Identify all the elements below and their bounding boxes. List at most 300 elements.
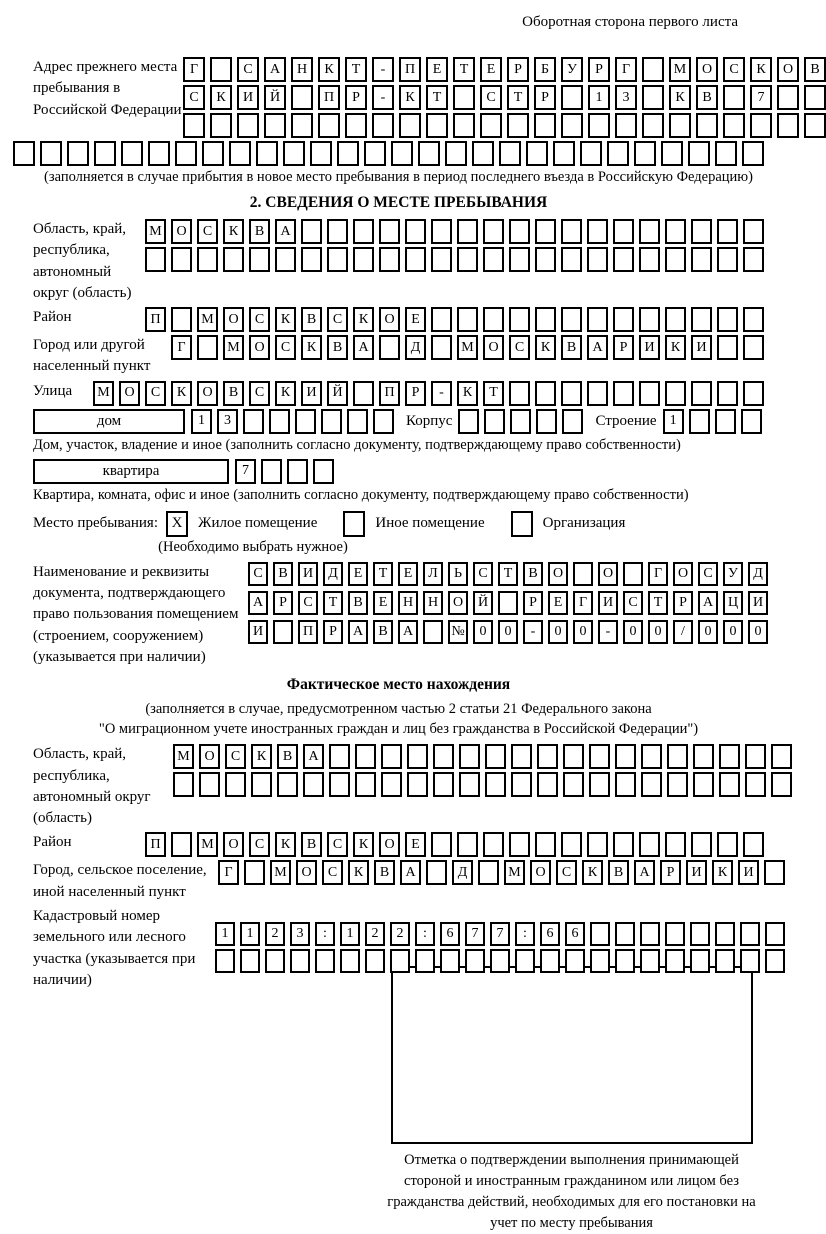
char-cell[interactable] xyxy=(723,113,745,138)
char-cell[interactable] xyxy=(745,744,766,769)
char-cell[interactable]: О xyxy=(223,832,244,857)
char-cell[interactable] xyxy=(689,409,710,434)
char-cell[interactable] xyxy=(405,247,426,272)
char-cell[interactable]: Р xyxy=(523,591,543,615)
char-cell[interactable]: С xyxy=(298,591,318,615)
char-cell[interactable]: Н xyxy=(423,591,443,615)
char-cell[interactable]: В xyxy=(608,860,629,885)
char-cell[interactable] xyxy=(665,219,686,244)
char-cell[interactable] xyxy=(561,307,582,332)
char-cell[interactable]: Р xyxy=(507,57,529,82)
char-cell[interactable]: Й xyxy=(473,591,493,615)
char-cell[interactable] xyxy=(405,219,426,244)
char-cell[interactable] xyxy=(534,113,556,138)
char-cell[interactable] xyxy=(373,409,394,434)
char-cell[interactable]: А xyxy=(634,860,655,885)
char-cell[interactable] xyxy=(273,620,293,644)
char-cell[interactable] xyxy=(490,949,510,973)
char-cell[interactable] xyxy=(740,949,760,973)
char-cell[interactable] xyxy=(171,247,192,272)
char-cell[interactable] xyxy=(415,949,435,973)
char-cell[interactable]: 1 xyxy=(340,922,360,946)
char-cell[interactable] xyxy=(175,141,197,166)
char-cell[interactable] xyxy=(407,772,428,797)
char-cell[interactable] xyxy=(535,247,556,272)
char-cell[interactable] xyxy=(244,860,265,885)
char-cell[interactable]: К xyxy=(223,219,244,244)
char-cell[interactable] xyxy=(329,772,350,797)
char-cell[interactable] xyxy=(215,949,235,973)
char-cell[interactable]: 2 xyxy=(390,922,410,946)
char-cell[interactable] xyxy=(509,247,530,272)
char-cell[interactable]: 7 xyxy=(750,85,772,110)
char-cell[interactable] xyxy=(639,381,660,406)
char-cell[interactable] xyxy=(199,772,220,797)
char-cell[interactable] xyxy=(642,113,664,138)
char-cell[interactable] xyxy=(40,141,62,166)
char-cell[interactable]: К xyxy=(301,335,322,360)
char-cell[interactable]: К xyxy=(171,381,192,406)
char-cell[interactable]: К xyxy=(318,57,340,82)
char-cell[interactable] xyxy=(777,85,799,110)
char-cell[interactable] xyxy=(740,922,760,946)
char-cell[interactable]: К xyxy=(275,307,296,332)
char-cell[interactable] xyxy=(750,113,772,138)
char-cell[interactable]: В xyxy=(301,832,322,857)
char-cell[interactable] xyxy=(243,409,264,434)
char-cell[interactable]: Р xyxy=(534,85,556,110)
char-cell[interactable] xyxy=(287,459,308,484)
char-cell[interactable]: Н xyxy=(398,591,418,615)
char-cell[interactable] xyxy=(483,219,504,244)
char-cell[interactable]: П xyxy=(298,620,318,644)
char-cell[interactable] xyxy=(202,141,224,166)
char-cell[interactable]: В xyxy=(301,307,322,332)
char-cell[interactable] xyxy=(313,459,334,484)
char-cell[interactable] xyxy=(453,85,475,110)
char-cell[interactable] xyxy=(639,247,660,272)
char-cell[interactable] xyxy=(264,113,286,138)
char-cell[interactable]: Т xyxy=(345,57,367,82)
char-cell[interactable] xyxy=(765,922,785,946)
char-cell[interactable] xyxy=(590,922,610,946)
char-cell[interactable]: П xyxy=(145,307,166,332)
char-cell[interactable] xyxy=(777,113,799,138)
char-cell[interactable]: А xyxy=(248,591,268,615)
char-cell[interactable] xyxy=(717,832,738,857)
char-cell[interactable]: А xyxy=(698,591,718,615)
char-cell[interactable]: О xyxy=(777,57,799,82)
char-cell[interactable]: Т xyxy=(498,562,518,586)
char-cell[interactable]: С xyxy=(623,591,643,615)
char-cell[interactable]: - xyxy=(372,57,394,82)
char-cell[interactable]: И xyxy=(686,860,707,885)
char-cell[interactable]: Е xyxy=(405,832,426,857)
char-cell[interactable] xyxy=(365,949,385,973)
char-cell[interactable] xyxy=(613,247,634,272)
char-cell[interactable] xyxy=(641,744,662,769)
char-cell[interactable]: 1 xyxy=(663,409,684,434)
char-cell[interactable] xyxy=(457,247,478,272)
char-cell[interactable]: Н xyxy=(291,57,313,82)
char-cell[interactable] xyxy=(665,307,686,332)
char-cell[interactable]: К xyxy=(712,860,733,885)
char-cell[interactable]: С xyxy=(327,307,348,332)
char-cell[interactable] xyxy=(321,409,342,434)
char-cell[interactable] xyxy=(391,141,413,166)
char-cell[interactable]: Ь xyxy=(448,562,468,586)
char-cell[interactable] xyxy=(693,744,714,769)
char-cell[interactable]: И xyxy=(248,620,268,644)
char-cell[interactable]: О xyxy=(530,860,551,885)
char-cell[interactable]: 1 xyxy=(588,85,610,110)
char-cell[interactable] xyxy=(423,620,443,644)
char-cell[interactable] xyxy=(764,860,785,885)
char-cell[interactable] xyxy=(742,141,764,166)
char-cell[interactable]: В xyxy=(804,57,826,82)
char-cell[interactable]: Р xyxy=(345,85,367,110)
char-cell[interactable]: П xyxy=(399,57,421,82)
char-cell[interactable]: В xyxy=(374,860,395,885)
char-cell[interactable]: О xyxy=(379,307,400,332)
char-cell[interactable] xyxy=(743,307,764,332)
char-cell[interactable] xyxy=(515,949,535,973)
char-cell[interactable]: С xyxy=(183,85,205,110)
char-cell[interactable]: Т xyxy=(373,562,393,586)
char-cell[interactable] xyxy=(269,409,290,434)
char-cell[interactable] xyxy=(589,744,610,769)
char-cell[interactable]: О xyxy=(448,591,468,615)
char-cell[interactable] xyxy=(453,113,475,138)
char-cell[interactable]: И xyxy=(738,860,759,885)
char-cell[interactable]: И xyxy=(298,562,318,586)
char-cell[interactable] xyxy=(173,772,194,797)
char-cell[interactable]: Р xyxy=(673,591,693,615)
char-cell[interactable]: П xyxy=(318,85,340,110)
char-cell[interactable]: Е xyxy=(348,562,368,586)
char-cell[interactable] xyxy=(251,772,272,797)
char-cell[interactable] xyxy=(337,141,359,166)
char-cell[interactable] xyxy=(553,141,575,166)
char-cell[interactable] xyxy=(535,307,556,332)
char-cell[interactable] xyxy=(691,381,712,406)
char-cell[interactable]: Е xyxy=(373,591,393,615)
char-cell[interactable]: 0 xyxy=(548,620,568,644)
char-cell[interactable] xyxy=(693,772,714,797)
char-cell[interactable]: С xyxy=(197,219,218,244)
char-cell[interactable] xyxy=(329,744,350,769)
char-cell[interactable]: К xyxy=(210,85,232,110)
char-cell[interactable]: М xyxy=(173,744,194,769)
char-cell[interactable] xyxy=(445,141,467,166)
char-cell[interactable]: 3 xyxy=(217,409,238,434)
char-cell[interactable]: Т xyxy=(648,591,668,615)
char-cell[interactable]: 0 xyxy=(473,620,493,644)
char-cell[interactable] xyxy=(381,744,402,769)
char-cell[interactable] xyxy=(364,141,386,166)
char-cell[interactable] xyxy=(295,409,316,434)
char-cell[interactable]: О xyxy=(171,219,192,244)
char-cell[interactable]: И xyxy=(748,591,768,615)
char-cell[interactable] xyxy=(665,922,685,946)
char-cell[interactable] xyxy=(431,247,452,272)
char-cell[interactable] xyxy=(483,307,504,332)
char-cell[interactable]: К xyxy=(251,744,272,769)
char-cell[interactable] xyxy=(715,949,735,973)
char-cell[interactable] xyxy=(765,949,785,973)
char-cell[interactable]: П xyxy=(145,832,166,857)
char-cell[interactable] xyxy=(265,949,285,973)
char-cell[interactable] xyxy=(587,832,608,857)
char-cell[interactable] xyxy=(171,832,192,857)
char-cell[interactable] xyxy=(457,219,478,244)
char-cell[interactable]: С xyxy=(225,744,246,769)
char-cell[interactable]: С xyxy=(322,860,343,885)
char-cell[interactable] xyxy=(561,832,582,857)
char-cell[interactable] xyxy=(691,247,712,272)
char-cell[interactable]: М xyxy=(270,860,291,885)
char-cell[interactable] xyxy=(483,247,504,272)
char-cell[interactable] xyxy=(510,409,531,434)
char-cell[interactable] xyxy=(667,772,688,797)
char-cell[interactable] xyxy=(327,247,348,272)
char-cell[interactable] xyxy=(275,247,296,272)
char-cell[interactable]: 7 xyxy=(490,922,510,946)
char-cell[interactable]: В xyxy=(273,562,293,586)
char-cell[interactable]: Ц xyxy=(723,591,743,615)
char-cell[interactable] xyxy=(457,307,478,332)
char-cell[interactable] xyxy=(535,219,556,244)
char-cell[interactable] xyxy=(661,141,683,166)
char-cell[interactable]: И xyxy=(237,85,259,110)
char-cell[interactable]: А xyxy=(348,620,368,644)
char-cell[interactable] xyxy=(223,247,244,272)
char-cell[interactable]: В xyxy=(348,591,368,615)
char-cell[interactable] xyxy=(561,219,582,244)
char-cell[interactable] xyxy=(588,113,610,138)
char-cell[interactable]: К xyxy=(665,335,686,360)
char-cell[interactable]: В xyxy=(696,85,718,110)
stay-type-checkbox-organization[interactable] xyxy=(511,511,533,537)
char-cell[interactable] xyxy=(407,744,428,769)
char-cell[interactable] xyxy=(536,409,557,434)
char-cell[interactable]: С xyxy=(237,57,259,82)
char-cell[interactable]: 3 xyxy=(290,922,310,946)
char-cell[interactable] xyxy=(318,113,340,138)
char-cell[interactable] xyxy=(590,949,610,973)
char-cell[interactable]: Т xyxy=(426,85,448,110)
char-cell[interactable]: 0 xyxy=(748,620,768,644)
char-cell[interactable] xyxy=(261,459,282,484)
char-cell[interactable]: Й xyxy=(264,85,286,110)
char-cell[interactable] xyxy=(640,922,660,946)
char-cell[interactable] xyxy=(688,141,710,166)
char-cell[interactable] xyxy=(641,772,662,797)
char-cell[interactable]: : xyxy=(515,922,535,946)
char-cell[interactable]: М xyxy=(145,219,166,244)
char-cell[interactable]: Г xyxy=(171,335,192,360)
char-cell[interactable] xyxy=(715,141,737,166)
char-cell[interactable]: : xyxy=(315,922,335,946)
char-cell[interactable] xyxy=(485,744,506,769)
char-cell[interactable] xyxy=(256,141,278,166)
char-cell[interactable] xyxy=(485,772,506,797)
char-cell[interactable] xyxy=(291,113,313,138)
char-cell[interactable] xyxy=(67,141,89,166)
char-cell[interactable] xyxy=(372,113,394,138)
char-cell[interactable]: О xyxy=(249,335,270,360)
char-cell[interactable] xyxy=(715,922,735,946)
char-cell[interactable] xyxy=(563,744,584,769)
char-cell[interactable] xyxy=(535,832,556,857)
char-cell[interactable]: 1 xyxy=(215,922,235,946)
char-cell[interactable] xyxy=(717,307,738,332)
char-cell[interactable] xyxy=(431,832,452,857)
char-cell[interactable]: А xyxy=(587,335,608,360)
char-cell[interactable] xyxy=(13,141,35,166)
char-cell[interactable] xyxy=(418,141,440,166)
char-cell[interactable] xyxy=(691,307,712,332)
char-cell[interactable]: М xyxy=(197,307,218,332)
char-cell[interactable] xyxy=(315,949,335,973)
char-cell[interactable] xyxy=(615,772,636,797)
char-cell[interactable] xyxy=(613,307,634,332)
char-cell[interactable] xyxy=(433,744,454,769)
char-cell[interactable] xyxy=(607,141,629,166)
char-cell[interactable] xyxy=(145,247,166,272)
char-cell[interactable]: 7 xyxy=(465,922,485,946)
char-cell[interactable] xyxy=(691,832,712,857)
char-cell[interactable]: - xyxy=(431,381,452,406)
char-cell[interactable]: М xyxy=(93,381,114,406)
char-cell[interactable] xyxy=(723,85,745,110)
char-cell[interactable]: О xyxy=(197,381,218,406)
char-cell[interactable]: 1 xyxy=(191,409,212,434)
char-cell[interactable] xyxy=(426,860,447,885)
char-cell[interactable]: О xyxy=(379,832,400,857)
char-cell[interactable]: - xyxy=(598,620,618,644)
char-cell[interactable]: Р xyxy=(613,335,634,360)
char-cell[interactable]: 0 xyxy=(723,620,743,644)
char-cell[interactable] xyxy=(197,335,218,360)
char-cell[interactable] xyxy=(665,832,686,857)
char-cell[interactable]: А xyxy=(353,335,374,360)
char-cell[interactable] xyxy=(121,141,143,166)
char-cell[interactable] xyxy=(148,141,170,166)
char-cell[interactable]: С xyxy=(275,335,296,360)
char-cell[interactable]: А xyxy=(275,219,296,244)
char-cell[interactable] xyxy=(379,219,400,244)
char-cell[interactable] xyxy=(587,219,608,244)
char-cell[interactable] xyxy=(715,409,736,434)
char-cell[interactable] xyxy=(240,949,260,973)
char-cell[interactable] xyxy=(587,247,608,272)
char-cell[interactable]: С xyxy=(723,57,745,82)
char-cell[interactable] xyxy=(743,219,764,244)
char-cell[interactable] xyxy=(353,219,374,244)
char-cell[interactable]: / xyxy=(673,620,693,644)
char-cell[interactable]: О xyxy=(119,381,140,406)
char-cell[interactable] xyxy=(669,113,691,138)
char-cell[interactable] xyxy=(433,772,454,797)
char-cell[interactable]: Д xyxy=(405,335,426,360)
char-cell[interactable]: Г xyxy=(573,591,593,615)
char-cell[interactable] xyxy=(303,772,324,797)
char-cell[interactable]: К xyxy=(275,832,296,857)
char-cell[interactable]: Г xyxy=(615,57,637,82)
char-cell[interactable] xyxy=(509,832,530,857)
char-cell[interactable] xyxy=(587,381,608,406)
char-cell[interactable] xyxy=(719,772,740,797)
char-cell[interactable]: К xyxy=(750,57,772,82)
char-cell[interactable]: С xyxy=(327,832,348,857)
char-cell[interactable]: Д xyxy=(748,562,768,586)
char-cell[interactable] xyxy=(431,335,452,360)
char-cell[interactable]: Г xyxy=(183,57,205,82)
char-cell[interactable]: А xyxy=(398,620,418,644)
char-cell[interactable]: Р xyxy=(323,620,343,644)
char-cell[interactable]: 0 xyxy=(648,620,668,644)
char-cell[interactable] xyxy=(399,113,421,138)
char-cell[interactable]: 6 xyxy=(565,922,585,946)
char-cell[interactable]: О xyxy=(548,562,568,586)
char-cell[interactable] xyxy=(210,113,232,138)
char-cell[interactable] xyxy=(587,307,608,332)
char-cell[interactable]: К xyxy=(353,832,374,857)
char-cell[interactable]: С xyxy=(556,860,577,885)
char-cell[interactable] xyxy=(589,772,610,797)
char-cell[interactable] xyxy=(615,922,635,946)
char-cell[interactable] xyxy=(290,949,310,973)
char-cell[interactable] xyxy=(741,409,762,434)
char-cell[interactable] xyxy=(426,113,448,138)
char-cell[interactable]: М xyxy=(669,57,691,82)
char-cell[interactable]: В xyxy=(523,562,543,586)
char-cell[interactable] xyxy=(623,562,643,586)
char-cell[interactable]: В xyxy=(223,381,244,406)
char-cell[interactable]: Е xyxy=(426,57,448,82)
char-cell[interactable]: В xyxy=(277,744,298,769)
char-cell[interactable] xyxy=(804,113,826,138)
char-cell[interactable] xyxy=(642,57,664,82)
char-cell[interactable] xyxy=(355,772,376,797)
char-cell[interactable] xyxy=(690,949,710,973)
char-cell[interactable]: А xyxy=(264,57,286,82)
char-cell[interactable]: Б xyxy=(534,57,556,82)
char-cell[interactable]: В xyxy=(561,335,582,360)
char-cell[interactable]: А xyxy=(303,744,324,769)
char-cell[interactable]: М xyxy=(197,832,218,857)
char-cell[interactable]: 0 xyxy=(698,620,718,644)
char-cell[interactable] xyxy=(283,141,305,166)
char-cell[interactable]: № xyxy=(448,620,468,644)
char-cell[interactable] xyxy=(431,307,452,332)
char-cell[interactable]: 2 xyxy=(365,922,385,946)
char-cell[interactable] xyxy=(634,141,656,166)
char-cell[interactable]: : xyxy=(415,922,435,946)
char-cell[interactable]: Е xyxy=(480,57,502,82)
char-cell[interactable] xyxy=(696,113,718,138)
char-cell[interactable] xyxy=(355,744,376,769)
char-cell[interactable] xyxy=(440,949,460,973)
char-cell[interactable] xyxy=(535,381,556,406)
char-cell[interactable] xyxy=(310,141,332,166)
char-cell[interactable]: А xyxy=(400,860,421,885)
char-cell[interactable]: Р xyxy=(588,57,610,82)
char-cell[interactable] xyxy=(639,307,660,332)
char-cell[interactable] xyxy=(237,113,259,138)
char-cell[interactable] xyxy=(719,744,740,769)
